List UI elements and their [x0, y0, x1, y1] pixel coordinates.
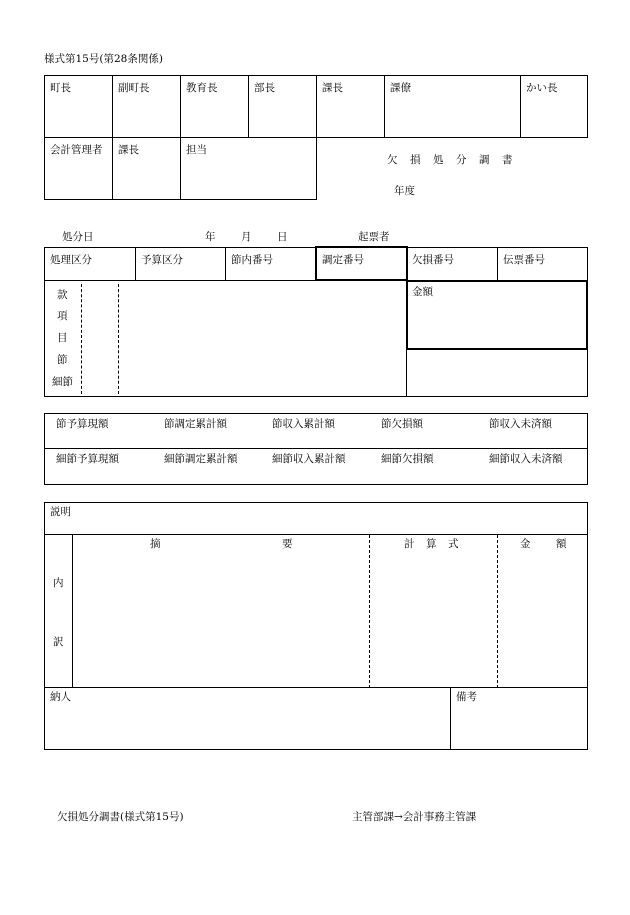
- remarks-label: 備考: [456, 691, 477, 703]
- year-label: 年: [205, 231, 216, 243]
- classification-label: 節内番号: [231, 254, 273, 266]
- breakdown-side-label: 訳: [53, 636, 64, 648]
- dashed-divider: [369, 535, 370, 688]
- summary-label: 節予算現額: [56, 418, 109, 430]
- approval-cell: [180, 75, 249, 138]
- approval-cell: [180, 137, 317, 200]
- summary-label: 細節収入累計額: [272, 453, 346, 465]
- budget-item-label: 款: [57, 289, 68, 301]
- classification-label: 処理区分: [50, 254, 92, 266]
- approval-cell: [112, 137, 181, 200]
- day-label: 日: [277, 231, 288, 243]
- approval-label: 部長: [254, 82, 275, 94]
- classification-label: 伝票番号: [503, 254, 545, 266]
- form-title: 欠 損 処 分 調 書: [387, 154, 514, 166]
- classification-label: 予算区分: [141, 254, 183, 266]
- budget-item-label: 節: [57, 354, 68, 366]
- summary-label: 節調定累計額: [164, 418, 227, 430]
- approval-label: 副町長: [118, 82, 150, 94]
- approval-label: 会計管理者: [50, 144, 103, 156]
- form-number: 様式第15号(第28条関係): [44, 53, 163, 65]
- divider: [44, 534, 588, 535]
- column-header-formula: 式: [448, 538, 459, 550]
- approval-cell: [44, 137, 113, 200]
- disposal-date-label: 処分日: [62, 231, 94, 243]
- summary-label: 細節予算現額: [56, 453, 119, 465]
- footer-routing: 主管部課→会計事務主管課: [352, 811, 477, 823]
- approval-cell: [44, 75, 113, 138]
- classification-cell: [44, 247, 136, 281]
- summary-label: 細節調定累計額: [164, 453, 238, 465]
- column-header-formula: 計: [404, 538, 415, 550]
- approval-label: 課長: [322, 82, 343, 94]
- amount-label: 金額: [412, 286, 433, 298]
- divider: [450, 687, 451, 750]
- approval-label: 課僚: [390, 82, 411, 94]
- approval-cell: [316, 75, 385, 138]
- approval-label: かい長: [526, 82, 558, 94]
- dashed-divider: [118, 284, 119, 394]
- amount-box: [406, 280, 588, 350]
- approval-cell: [248, 75, 317, 138]
- divider: [44, 448, 588, 449]
- drafter-label: 起票者: [358, 231, 390, 243]
- approval-label: 担当: [186, 144, 207, 156]
- budget-item-label: 項: [57, 310, 68, 322]
- explanation-label: 説明: [50, 506, 71, 518]
- footer-form-name: 欠損処分調書(様式第15号): [57, 811, 184, 823]
- classification-cell: [406, 247, 498, 281]
- approval-cell: [520, 75, 588, 138]
- approval-cell: [112, 75, 181, 138]
- classification-cell: [225, 247, 317, 281]
- approval-cell: [384, 75, 521, 138]
- column-header-summary: 要: [282, 538, 293, 550]
- column-header-formula: 算: [426, 538, 437, 550]
- payer-label: 納人: [50, 691, 71, 703]
- classification-cell: [497, 247, 588, 281]
- classification-label: 調定番号: [322, 254, 364, 266]
- summary-label: 節収入累計額: [272, 418, 335, 430]
- column-header-amount: 金: [520, 538, 531, 550]
- column-header-amount: 額: [556, 538, 567, 550]
- summary-label: 細節欠損額: [381, 453, 434, 465]
- month-label: 月: [241, 231, 252, 243]
- summary-label: 細節収入未済額: [489, 453, 563, 465]
- divider: [44, 687, 588, 688]
- dashed-divider: [81, 284, 82, 394]
- approval-label: 町長: [50, 82, 71, 94]
- approval-label: 課長: [118, 144, 139, 156]
- summary-label: 節収入未済額: [489, 418, 552, 430]
- classification-label: 欠損番号: [412, 254, 454, 266]
- breakdown-side-label: 内: [53, 577, 64, 589]
- approval-label: 教育長: [186, 82, 218, 94]
- classification-cell: [135, 247, 226, 281]
- divider: [72, 534, 73, 688]
- fiscal-year-label: 年度: [394, 185, 415, 197]
- explanation-block: [44, 502, 588, 750]
- budget-item-label: 目: [57, 332, 68, 344]
- column-header-summary: 摘: [150, 538, 161, 550]
- budget-item-label: 細節: [52, 376, 73, 388]
- summary-label: 節欠損額: [381, 418, 423, 430]
- dashed-divider: [497, 535, 498, 688]
- classification-cell: [315, 246, 408, 281]
